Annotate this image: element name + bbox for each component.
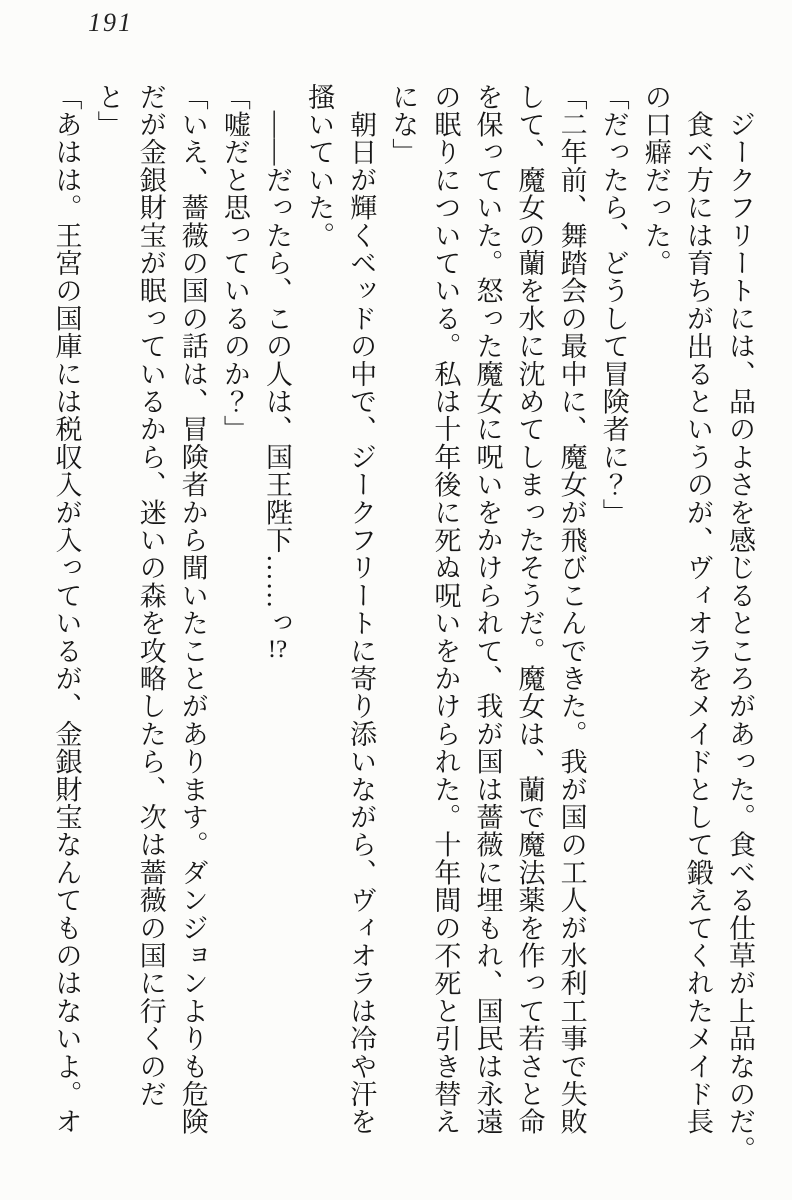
text-line: して、魔女の蘭を水に沈めてしまったそうだ。魔女は、蘭で魔法薬を作って若さと命 (514, 83, 545, 1136)
text-line: だが金銀財宝が眠っているから、迷いの森を攻略したら、次は薔薇の国に行くのだ (135, 83, 166, 1108)
body-text (45, 83, 761, 1171)
text-line: 搔いていた。 (304, 83, 335, 250)
text-line: にな」 (388, 83, 419, 167)
text-line: ――だったら、この人は、国王陛下……っ!? (261, 83, 292, 662)
text-line: 朝日が輝くベッドの中で、ジークフリートに寄り添いながら、ヴィオラは冷や汗を (346, 83, 377, 1136)
text-line: 食べ方には育ちが出るというのが、ヴィオラをメイドとして鍛えてくれたメイド長 (682, 83, 713, 1136)
exclamation-question-mark: !? (267, 637, 288, 662)
text-line: の口癖だった。 (640, 83, 671, 277)
text-line: 「だったら、どうして冒険者に？」 (598, 83, 629, 527)
text-line: 「いえ、薔薇の国の話は、冒険者から聞いたことがあります。ダンジョンよりも危険 (177, 83, 208, 1136)
text-line: の眠りについている。私は十年後に死ぬ呪いをかけられた。十年間の不死と引き替え (430, 83, 461, 1136)
text-line: ジークフリートには、品のよさを感じるところがあった。食べる仕草が上品なのだ。 (725, 83, 755, 1164)
text-line: 「二年前、舞踏会の最中に、魔女が飛びこんできた。我が国の工人が水利工事で失敗 (556, 83, 587, 1136)
text-line: と」 (93, 83, 124, 139)
text-line: 「あはは。王宮の国庫には税収入が入っているが、金銀財宝なんてものはないよ。オ (51, 83, 82, 1136)
page-number: 191 (88, 8, 133, 37)
text-line: 「嘘だと思っているのか？」 (219, 83, 250, 444)
text-line: を保っていた。怒った魔女に呪いをかけられて、我が国は薔薇に埋もれ、国民は永遠 (472, 83, 503, 1136)
